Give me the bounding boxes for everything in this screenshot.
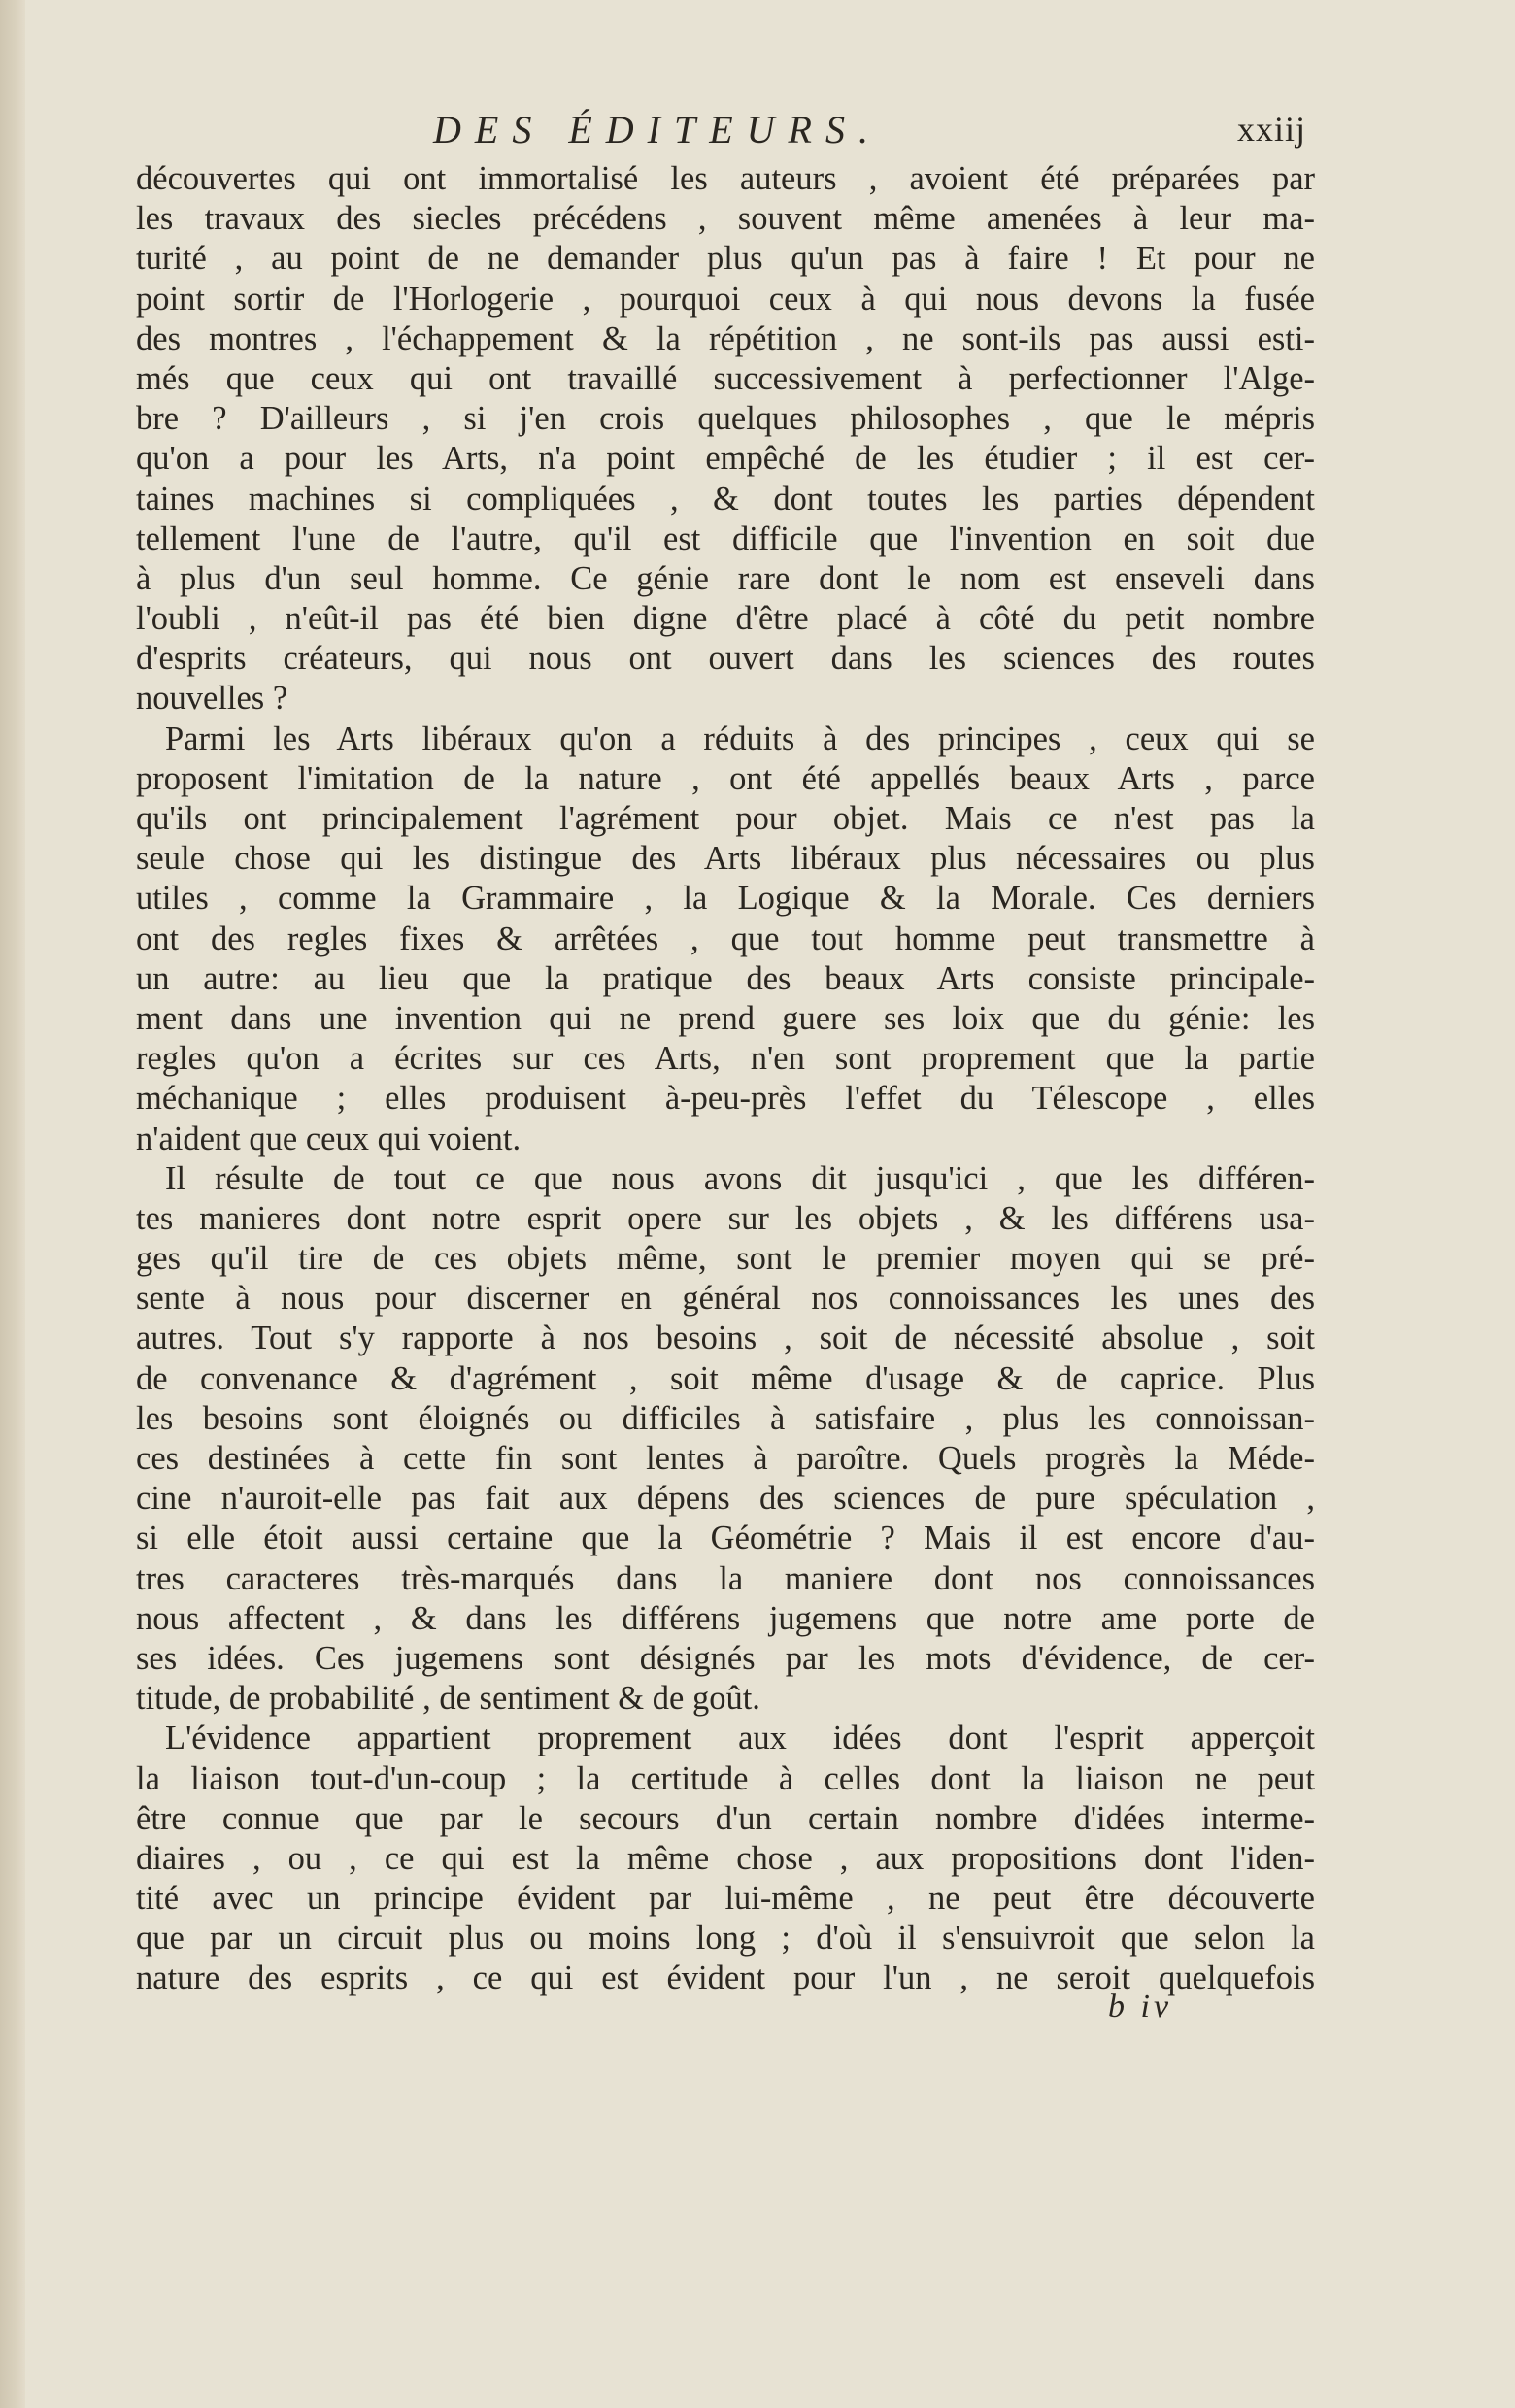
text-line: Il résulte de tout ce que nous avons dit jusqu'ici , que les différen- xyxy=(165,1159,1315,1197)
text-line: un autre: au lieu que la pratique des beaux Arts consiste principale- xyxy=(136,959,1315,997)
text-line: si elle étoit aussi certaine que la Géométrie ? Mais il est encore d'au- xyxy=(136,1520,1315,1557)
text-line: ont des regles fixes & arrêtées , que tout homme peut transmettre à xyxy=(136,920,1315,957)
text-line: ment dans une invention qui ne prend guere ses loix que du génie: les xyxy=(136,999,1315,1037)
signature-mark: b iv xyxy=(1108,1989,1173,2024)
text-line: més que ceux qui ont travaillé successivement à perfectionner l'Alge- xyxy=(136,359,1315,397)
text-line: Parmi les Arts libéraux qu'on a réduits à des principes , ceux qui se xyxy=(165,719,1315,757)
text-line: qu'on a pour les Arts, n'a point empêché de les étudier ; il est cer- xyxy=(136,440,1315,478)
text-line: la liaison tout-d'un-coup ; la certitude à celles dont la liaison ne peut xyxy=(136,1759,1315,1797)
text-line: seule chose qui les distingue des Arts libéraux plus nécessaires ou plus xyxy=(136,840,1315,878)
text-line: méchanique ; elles produisent à-peu-près l'effet du Télescope , elles xyxy=(136,1080,1315,1118)
text-line: point sortir de l'Horlogerie , pourquoi ceux à qui nous devons la fusée xyxy=(136,280,1315,318)
text-line: utiles , comme la Grammaire , la Logique & la Morale. Ces derniers xyxy=(136,880,1315,918)
book-spine-shadow xyxy=(0,0,25,2408)
text-line: autres. Tout s'y rapporte à nos besoins , soit de nécessité absolue , soit xyxy=(136,1320,1315,1357)
paragraph xyxy=(136,159,1315,719)
text-line: taines machines si compliquées , & dont toutes les parties dépendent xyxy=(136,480,1315,518)
text-line: découvertes qui ont immortalisé les auteurs , avoient été préparées par xyxy=(136,160,1315,197)
text-line: des montres , l'échappement & la répétition , ne sont-ils pas aussi esti- xyxy=(136,319,1315,357)
text-line: ges qu'il tire de ces objets même, sont le premier moyen qui se pré- xyxy=(136,1240,1315,1278)
text-line: tellement l'une de l'autre, qu'il est difficile que l'invention en soit due xyxy=(136,519,1315,557)
text-line: les besoins sont éloignés ou difficiles à satisfaire , plus les connoissan- xyxy=(136,1399,1315,1437)
text-line: tité avec un principe évident par lui-même , ne peut être découverte xyxy=(136,1880,1315,1918)
page-header xyxy=(25,101,1515,159)
text-line: tres caracteres très-marqués dans la maniere dont nos connoissances xyxy=(136,1559,1315,1597)
text-line: n'aident que ceux qui voient. xyxy=(136,1120,522,1157)
text-line: proposent l'imitation de la nature , ont été appellés beaux Arts , parce xyxy=(136,759,1315,797)
paragraph xyxy=(136,1719,1315,1998)
text-line: regles qu'on a écrites sur ces Arts, n'en sont proprement que la partie xyxy=(136,1040,1315,1078)
running-title: DES ÉDITEURS. xyxy=(433,108,882,151)
text-line: titude, de probabilité , de sentiment & de goût. xyxy=(136,1680,760,1718)
body-text xyxy=(136,159,1315,1999)
text-line: sente à nous pour discerner en général nos connoissances les unes des xyxy=(136,1280,1315,1318)
text-line: tes manieres dont notre esprit opere sur les objets , & les différens usa- xyxy=(136,1199,1315,1237)
paragraph xyxy=(136,719,1315,1159)
text-line: être connue que par le secours d'un certain nombre d'idées interme- xyxy=(136,1799,1315,1837)
paragraph xyxy=(136,1159,1315,1720)
text-line: de convenance & d'agrément , soit même d'usage & de caprice. Plus xyxy=(136,1359,1315,1397)
text-line: à plus d'un seul homme. Ce génie rare dont le nom est enseveli dans xyxy=(136,559,1315,597)
text-line: nouvelles ? xyxy=(136,680,288,718)
text-line: bre ? D'ailleurs , si j'en crois quelques philosophes , que le mépris xyxy=(136,400,1315,438)
page-number: xxiij xyxy=(1237,110,1307,149)
text-line: diaires , ou , ce qui est la même chose , aux propositions dont l'iden- xyxy=(136,1839,1315,1877)
text-line: qu'ils ont principalement l'agrément pour objet. Mais ce n'est pas la xyxy=(136,800,1315,837)
text-line: les travaux des siecles précédens , souvent même amenées à leur ma- xyxy=(136,200,1315,238)
text-line: cine n'auroit-elle pas fait aux dépens des sciences de pure spéculation , xyxy=(136,1480,1315,1518)
text-line: que par un circuit plus ou moins long ; d'où il s'ensuivroit que selon la xyxy=(136,1920,1315,1957)
text-line: nous affectent , & dans les différens jugemens que notre ame porte de xyxy=(136,1599,1315,1637)
text-line: turité , au point de ne demander plus qu'un pas à faire ! Et pour ne xyxy=(136,240,1315,278)
text-line: L'évidence appartient proprement aux idées dont l'esprit apperçoit xyxy=(165,1720,1315,1757)
text-line: d'esprits créateurs, qui nous ont ouvert dans les sciences des routes xyxy=(136,640,1315,678)
text-line: nature des esprits , ce qui est évident pour l'un , ne seroit quelquefois xyxy=(136,1959,1315,1997)
book-page xyxy=(25,0,1515,2408)
text-line: ses idées. Ces jugemens sont désignés par les mots d'évidence, de cer- xyxy=(136,1639,1315,1677)
text-line: l'oubli , n'eût-il pas été bien digne d'être placé à côté du petit nombre xyxy=(136,600,1315,638)
text-line: ces destinées à cette fin sont lentes à paroître. Quels progrès la Méde- xyxy=(136,1440,1315,1477)
